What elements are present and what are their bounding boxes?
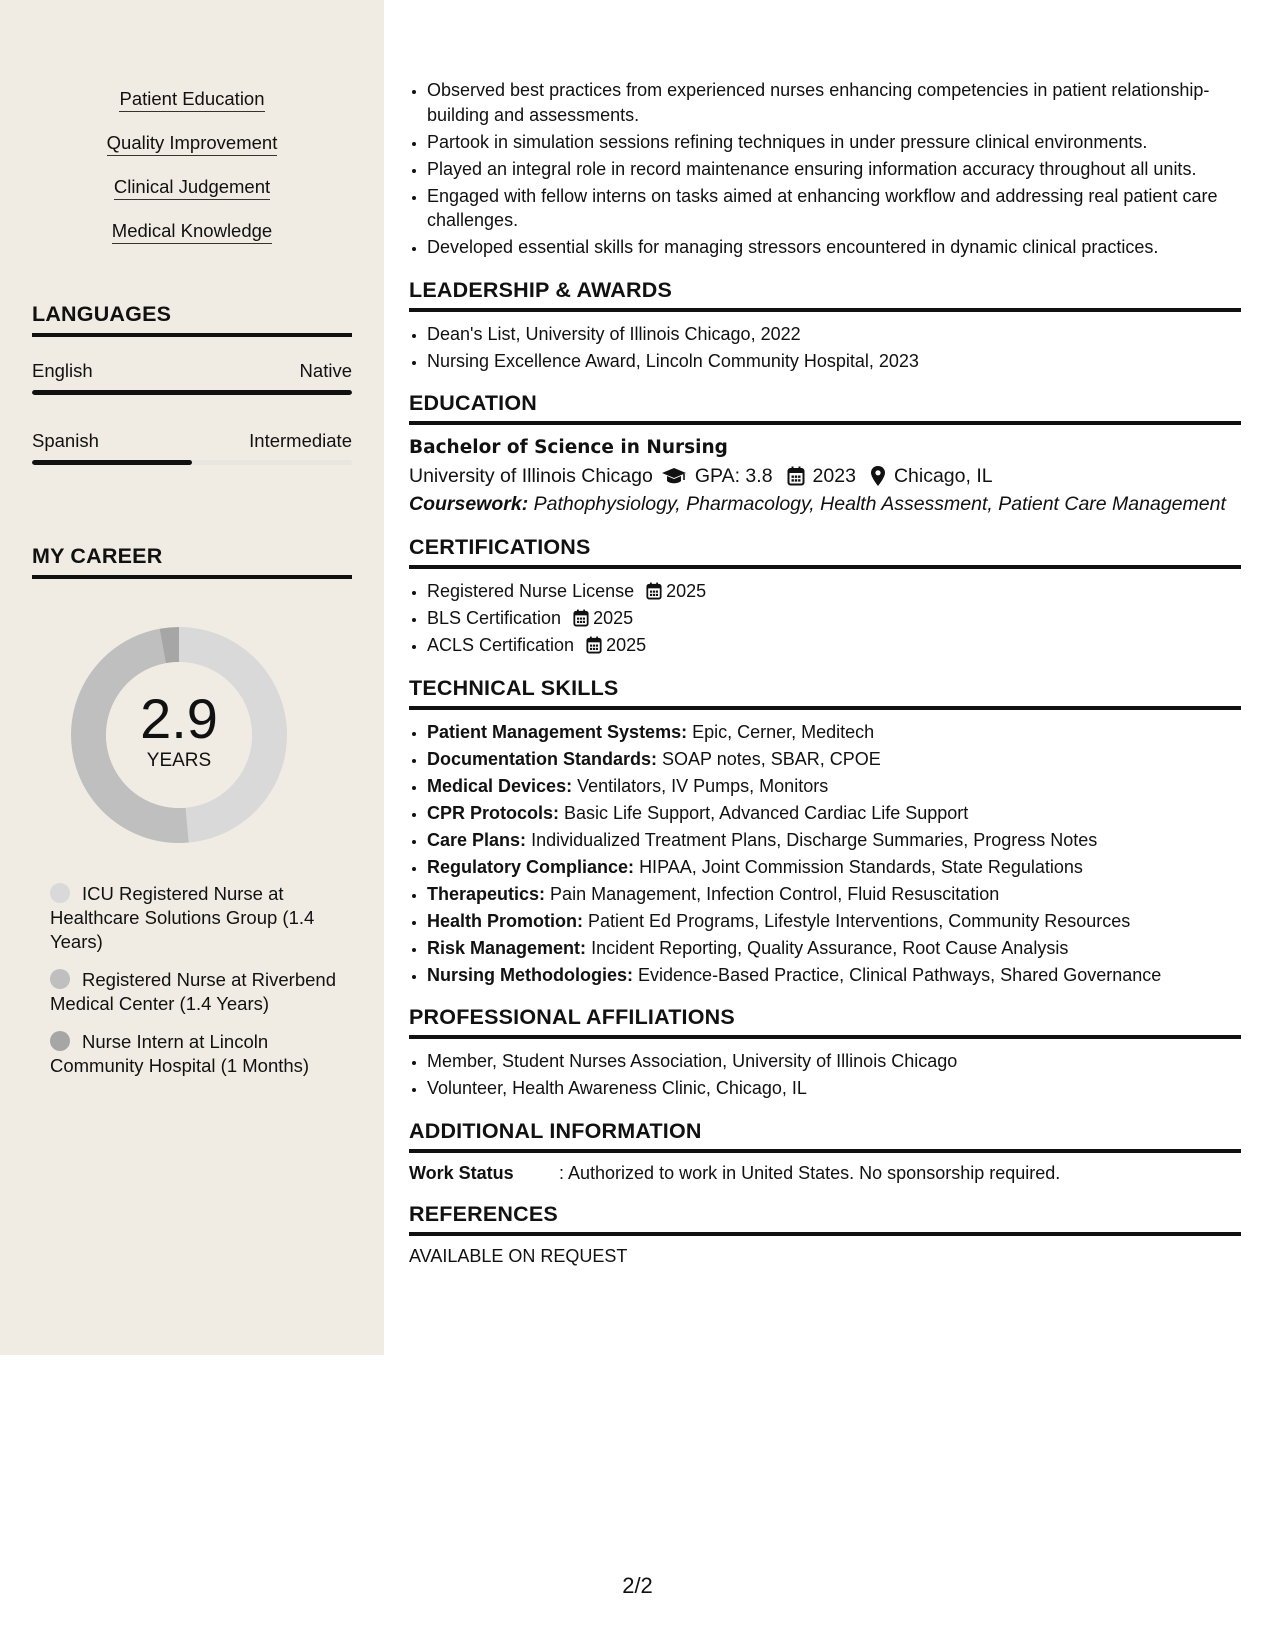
skill-value: Basic Life Support, Advanced Cardiac Life Support [564, 802, 969, 823]
sidebar [0, 0, 384, 1355]
certifications-list [409, 579, 1241, 658]
skill-value: Epic, Cerner, Meditech [692, 721, 875, 742]
skill-label: CPR Protocols: [427, 802, 560, 823]
education-location: Chicago, IL [893, 465, 993, 487]
legend-dot [50, 883, 70, 903]
skill-label: Care Plans: [427, 829, 527, 850]
list-item [427, 963, 1241, 988]
language-bar [32, 390, 352, 395]
work-status-value: : Authorized to work in United States. No sponsorship required. [559, 1162, 1061, 1183]
career-text: Registered Nurse at Riverbend Medical Center (1.4 Years) [50, 969, 336, 1014]
career-total: 2.9 [140, 687, 218, 750]
technical-skills-title: TECHNICAL SKILLS [409, 676, 1241, 710]
list-item: • Volunteer, Health Awareness Clinic, Chicago, IL [427, 1076, 1241, 1101]
education-gpa: GPA: 3.8 [694, 465, 773, 487]
cert-name: Registered Nurse License [427, 581, 635, 601]
career-text: ICU Registered Nurse at Healthcare Solutions Group (1.4 Years) [50, 883, 315, 952]
list-item [427, 720, 1241, 745]
language-bar [32, 460, 352, 465]
work-status-label: Work Status [409, 1162, 514, 1183]
coursework-label: Coursework: [409, 493, 529, 515]
skill-value: HIPAA, Joint Commission Standards, State Regulations [639, 856, 1083, 877]
skill-label: Nursing Methodologies: [427, 964, 633, 985]
languages-title: LANGUAGES [32, 302, 352, 337]
career-unit: YEARS [146, 750, 212, 771]
page-number: 2/2 [622, 1573, 653, 1598]
language-bar-fill [32, 390, 352, 395]
calendar-icon [573, 609, 589, 627]
education-coursework [409, 491, 1241, 517]
career-text: Nurse Intern at Lincoln Community Hospital (1 Months) [50, 1031, 310, 1076]
language-level: Native [299, 360, 352, 381]
skill-label: Regulatory Compliance: [427, 856, 635, 877]
skill-value: Individualized Treatment Plans, Discharge Summaries, Progress Notes [531, 829, 1098, 850]
education-meta [409, 461, 1241, 491]
list-item [427, 774, 1241, 799]
affiliations-list [409, 1049, 1241, 1101]
list-item [427, 936, 1241, 961]
career-title: MY CAREER [32, 544, 352, 579]
skill-label: Patient Management Systems: [427, 721, 688, 742]
list-item [427, 882, 1241, 907]
career-donut [64, 620, 294, 850]
list-item [427, 606, 1241, 631]
skill-tag: Patient Education [119, 88, 264, 112]
list-item [427, 855, 1241, 880]
list-item [427, 909, 1241, 934]
references-title: REFERENCES [409, 1202, 1241, 1236]
graduation-cap-icon [661, 467, 687, 485]
language-name: Spanish [32, 430, 99, 451]
cert-year: 2025 [593, 608, 634, 628]
skill-value: Pain Management, Infection Control, Fluid Resuscitation [550, 883, 1000, 904]
calendar-icon [586, 636, 602, 654]
list-item [427, 579, 1241, 604]
language-item [32, 430, 352, 465]
list-item [427, 633, 1241, 658]
map-pin-icon [870, 465, 886, 487]
experience-bullets [409, 78, 1241, 260]
career-item [50, 1030, 340, 1078]
list-item [427, 828, 1241, 853]
leadership-title: LEADERSHIP & AWARDS [409, 278, 1241, 312]
skill-label: Medical Devices: [427, 775, 573, 796]
list-item [427, 747, 1241, 772]
list-item: • Observed best practices from experienced nurses enhancing competencies in patient relationship-building and assessments. [427, 78, 1241, 127]
career-item [50, 968, 340, 1016]
education-degree: Bachelor of Science in Nursing [409, 437, 728, 458]
skill-label: Risk Management: [427, 937, 587, 958]
cert-year: 2025 [666, 581, 707, 601]
skill-tag: Medical Knowledge [112, 220, 272, 244]
references-value: AVAILABLE ON REQUEST [409, 1245, 628, 1266]
skill-value: SOAP notes, SBAR, CPOE [662, 748, 881, 769]
skill-tag: Clinical Judgement [114, 176, 270, 200]
education-year: 2023 [812, 465, 856, 487]
coursework-value: Pathophysiology, Pharmacology, Health Assessment, Patient Care Management [533, 493, 1226, 515]
work-status [409, 1163, 1241, 1184]
list-item: • Played an integral role in record maintenance ensuring information accuracy throughout all units. [427, 157, 1241, 182]
list-item: • Member, Student Nurses Association, University of Illinois Chicago [427, 1049, 1241, 1074]
skill-value: Incident Reporting, Quality Assurance, Root Cause Analysis [591, 937, 1069, 958]
calendar-icon [646, 582, 662, 600]
list-item: • Partook in simulation sessions refining techniques in under pressure clinical environments. [427, 130, 1241, 155]
cert-name: BLS Certification [427, 608, 562, 628]
list-item: • Engaged with fellow interns on tasks aimed at enhancing workflow and addressing real patient care challenges. [427, 184, 1241, 233]
skill-label: Therapeutics: [427, 883, 546, 904]
main-content [409, 78, 1241, 1267]
education-title: EDUCATION [409, 391, 1241, 425]
skill-label: Health Promotion: [427, 910, 583, 931]
career-legend [50, 882, 340, 1092]
list-item: • Developed essential skills for managing stressors encountered in dynamic clinical practices. [427, 235, 1241, 260]
list-item [427, 801, 1241, 826]
skill-value: Evidence-Based Practice, Clinical Pathways, Shared Governance [638, 964, 1162, 985]
technical-skills-list [409, 720, 1241, 988]
skill-value: Ventilators, IV Pumps, Monitors [577, 775, 829, 796]
leadership-list [409, 322, 1241, 374]
skill-label: Documentation Standards: [427, 748, 658, 769]
skill-tags [0, 88, 384, 264]
affiliations-title: PROFESSIONAL AFFILIATIONS [409, 1005, 1241, 1039]
cert-year: 2025 [606, 635, 647, 655]
language-name: English [32, 360, 93, 381]
list-item: • Nursing Excellence Award, Lincoln Community Hospital, 2023 [427, 349, 1241, 374]
language-bar-fill [32, 460, 192, 465]
cert-name: ACLS Certification [427, 635, 575, 655]
legend-dot [50, 1031, 70, 1051]
skill-tag: Quality Improvement [107, 132, 278, 156]
language-item [32, 360, 352, 395]
career-item [50, 882, 340, 954]
additional-info-title: ADDITIONAL INFORMATION [409, 1119, 1241, 1153]
legend-dot [50, 969, 70, 989]
list-item: • Dean's List, University of Illinois Chicago, 2022 [427, 322, 1241, 347]
calendar-icon [787, 466, 805, 486]
language-level: Intermediate [249, 430, 352, 451]
certifications-title: CERTIFICATIONS [409, 535, 1241, 569]
education-school: University of Illinois Chicago [409, 465, 653, 487]
skill-value: Patient Ed Programs, Lifestyle Interventions, Community Resources [588, 910, 1131, 931]
